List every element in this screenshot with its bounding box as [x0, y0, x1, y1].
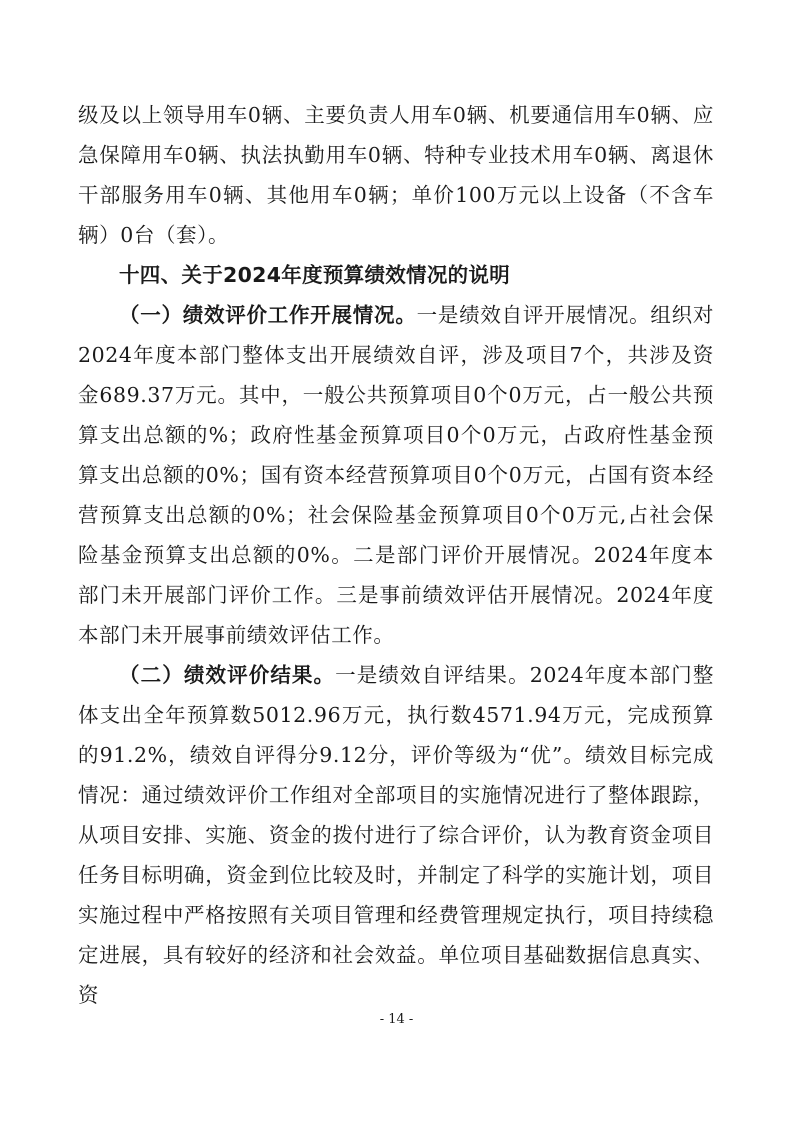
paragraph-lead-evaluation-results: （二）绩效评价结果。 [119, 663, 336, 687]
paragraph-lead-evaluation-work: （一）绩效评价工作开展情况。 [119, 303, 417, 327]
paragraph-body-evaluation-work: 一是绩效自评开展情况。组织对2024年度本部门整体支出开展绩效自评，涉及项目7个，共涉及资金689.37万元。其中，一般公共预算项目0个0万元，占一般公共预算支出总额的%；政府性基金预算项目0个0万元，占政府性基金预算支出总额的0%；国有资本经营预算项目0个0万元，占国有资本经营预算支出总额的0%；社会保险基金预算项目0个0万元,占社会保险基金预算支出总额的0%。二是部门评价开展情况。2024年度本部门未开展部门评价工作。三是事前绩效评估开展情况。2024年度本部门未开展事前绩效评估工作。 [78, 303, 714, 647]
page-number: - 14 - [379, 1012, 414, 1027]
paragraph-vehicles: 级及以上领导用车0辆、主要负责人用车0辆、机要通信用车0辆、应急保障用车0辆、执法执勤用车0辆、特种专业技术用车0辆、离退休干部服务用车0辆、其他用车0辆；单价100万元以上设备（不含车辆）0台（套）。 [78, 103, 714, 247]
paragraph-evaluation-results [78, 655, 714, 1015]
document-body [78, 95, 714, 1015]
paragraph-body-evaluation-results: 一是绩效自评结果。2024年度本部门整体支出全年预算数5012.96万元，执行数4571.94万元，完成预算的91.2%，绩效自评得分9.12分，评价等级为“优”。绩效目标完成情况：通过绩效评价工作组对全部项目的实施情况进行了整体跟踪，从项目安排、实施、资金的拨付进行了综合评价，认为教育资金项目任务目标明确，资金到位比较及时，并制定了科学的实施计划，项目实施过程中严格按照有关项目管理和经费管理规定执行，项目持续稳定进展，具有较好的经济和社会效益。单位项目基础数据信息真实、资 [78, 663, 714, 1007]
section-heading: 十四、关于2024年度预算绩效情况的说明 [119, 263, 511, 287]
paragraph-evaluation-work [78, 295, 714, 655]
